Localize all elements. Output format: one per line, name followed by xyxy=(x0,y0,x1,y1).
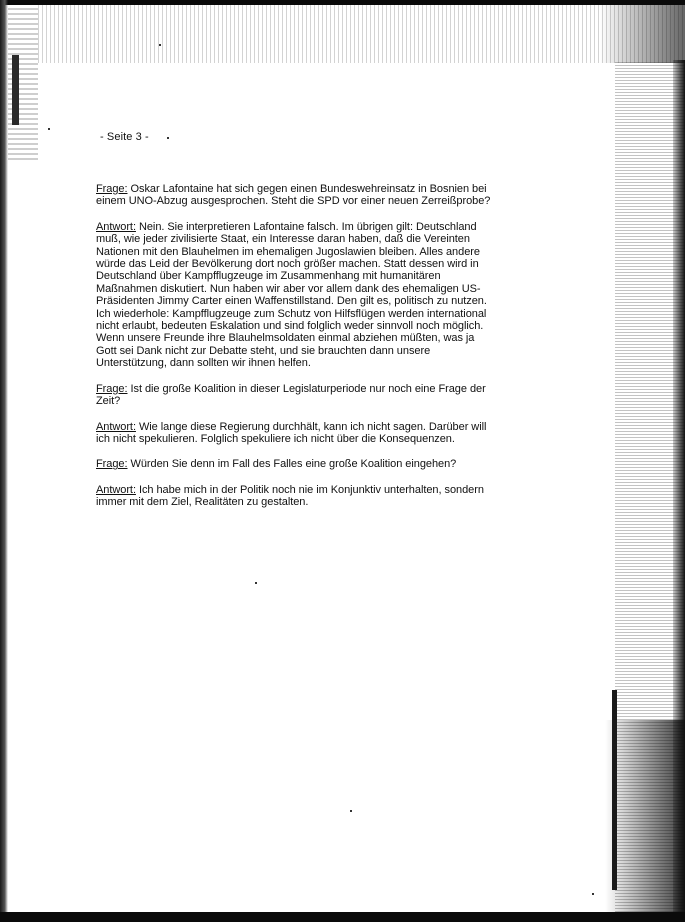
answer-label: Antwort: xyxy=(96,483,136,496)
scan-speck xyxy=(350,810,352,812)
answer-paragraph xyxy=(96,484,516,509)
interview-body xyxy=(96,183,516,522)
question-paragraph xyxy=(96,458,516,470)
answer-label: Antwort: xyxy=(96,220,136,233)
scan-speck xyxy=(159,44,161,46)
scan-border-left xyxy=(0,0,8,922)
answer-text: Wie lange diese Regierung durchhält, kann ich nicht sagen. Darüber will ich nicht spekulieren. Folglich spekuliere ich nicht über die Konsequenzen. xyxy=(96,420,487,445)
question-paragraph xyxy=(96,183,516,208)
scan-border-bottom xyxy=(0,912,685,922)
scan-speck xyxy=(48,128,50,130)
question-text: Ist die große Koalition in dieser Legislaturperiode nur noch eine Frage der Zeit? xyxy=(96,382,486,408)
page-number: - Seite 3 - xyxy=(100,131,149,143)
scan-speck xyxy=(255,582,257,584)
scan-mark-left xyxy=(12,55,19,125)
scan-speck xyxy=(167,137,169,139)
question-text: Würden Sie denn im Fall des Falles eine große Koalition eingehen? xyxy=(127,458,457,471)
question-label: Frage: xyxy=(96,183,128,195)
scan-border-right xyxy=(673,60,685,912)
scan-noise-top xyxy=(38,5,685,63)
question-paragraph xyxy=(96,383,516,408)
answer-text: Ich habe mich in der Politik noch nie im Konjunktiv unterhalten, sondern immer mit dem Ziel, Realitäten zu gestalten. xyxy=(96,483,484,509)
scan-stripe-right xyxy=(612,690,617,890)
answer-paragraph xyxy=(96,421,516,446)
question-label: Frage: xyxy=(96,382,128,395)
question-text: Oskar Lafontaine hat sich gegen einen Bundeswehreinsatz in Bosnien bei einem UNO-Abzug ausgesprochen. Steht die SPD vor einer neuen Zerreißprobe? xyxy=(96,183,491,208)
answer-text: Nein. Sie interpretieren Lafontaine falsch. Im übrigen gilt: Deutschland muß, wie jeder zivilisierte Staat, ein Interesse daran haben, daß die Vereinten Nationen mit den Blauhelmen im ehemaligen Jugoslawien bleiben. Alles andere würde das Leid der Bevölkerung dort noch größer machen. Statt dessen wird in Deutschland über Kampfflugzeuge im Zusammenhang mit humanitären Maßnahmen diskutiert. Nun haben wir aber vor allem dank des ehemaligen US- Präsidenten Jimmy Carter einen Waffenstillstand. Den gilt es, politisch zu nutzen. Ich wiederhole: Kampfflugzeuge zum Schutz von Hilfsflügen werden international nicht erlaubt, bedeuten Eskalation und sind folglich weder sinnvoll noch möglich. Wenn unsere Freunde ihre Blauhelmsoldaten einmal abziehen müßten, was ja Gott sei Dank nicht zur Debatte steht, und sie brauchten dann unsere Unterstützung, dann sollten wir ihnen helfen. xyxy=(96,220,487,370)
question-label: Frage: xyxy=(96,458,128,471)
answer-label: Antwort: xyxy=(96,420,136,433)
scan-speck xyxy=(592,893,594,895)
answer-paragraph xyxy=(96,221,516,370)
scan-shadow-top-right xyxy=(600,5,685,63)
